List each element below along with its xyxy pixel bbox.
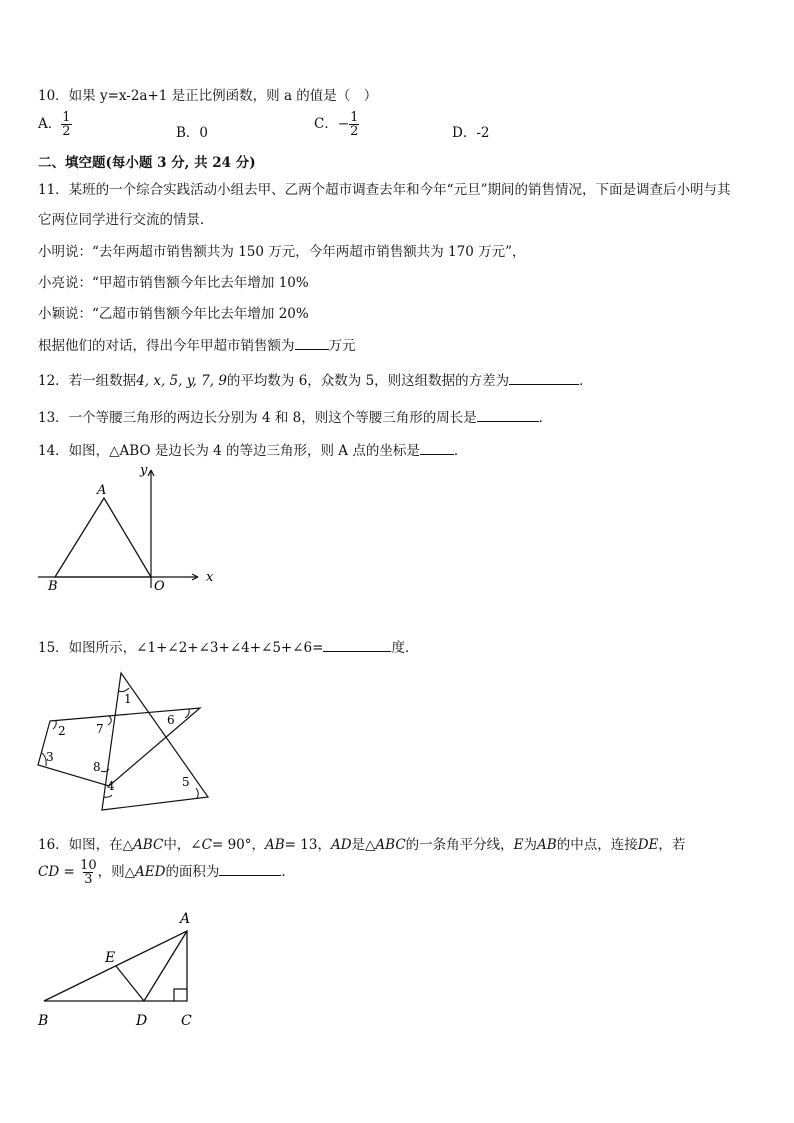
answer-blank[interactable] [509, 372, 579, 385]
q16-text: 16．如图，在△ [38, 837, 134, 853]
angle-label-8: 8 [93, 760, 101, 774]
q10-option-c-label: C． [314, 116, 338, 132]
q11-line1: 11．某班的一个综合实践活动小组去甲、乙两个超市调查去年和今年“元旦”期间的销售情况，下面是调查后小明与其 [38, 182, 731, 198]
q16-text: = 90°， [211, 837, 265, 853]
label-A: A [180, 911, 191, 927]
math-c: C [201, 837, 212, 853]
q12-text-post: 的平均数为 6，众数为 5，则这组数据的方差为 [226, 373, 510, 389]
q16-figure [30, 905, 210, 1035]
answer-blank[interactable] [420, 442, 454, 455]
q14-text: 14．如图，△ABO 是边长为 4 的等边三角形，则 A 点的坐标是 [38, 443, 420, 459]
q16-text: 的中点，连接 [556, 837, 638, 853]
label-B: B [38, 1013, 49, 1029]
math-abc: ABC [375, 837, 406, 853]
q10-stem: 10．如果 y=x-2a+1 是正比例函数，则 a 的值是（ ） [38, 88, 378, 104]
angle-label-4: 4 [107, 779, 115, 793]
label-y: y [140, 463, 148, 478]
frac-numerator: 1 [350, 110, 359, 125]
q16-line2 [38, 859, 295, 886]
q10-option-c-fraction [349, 111, 359, 138]
answer-blank[interactable] [477, 409, 539, 422]
label-C: C [181, 1013, 192, 1029]
q16-cd-fraction [79, 859, 98, 886]
q12-stem [38, 369, 593, 389]
section-title: 二、填空题(每小题 3 分, 共 24 分) [38, 155, 256, 171]
quadrilateral [38, 708, 200, 786]
q10-option-b: B．0 [176, 125, 209, 141]
angle-label-2: 2 [58, 724, 66, 738]
q15-end: 度． [391, 640, 419, 656]
q16-text: ，则△ [97, 864, 135, 880]
label-A: A [97, 483, 107, 498]
answer-blank[interactable] [295, 337, 329, 350]
answer-blank[interactable] [219, 863, 281, 876]
q10-option-a [38, 111, 72, 138]
q16-text: ，若 [658, 837, 686, 853]
q12-end: ． [579, 373, 593, 389]
q16-text: 的面积为 [165, 864, 220, 880]
q11-line6 [38, 334, 356, 354]
triangle-1 [102, 673, 208, 810]
equals-sign: = [59, 864, 80, 880]
angle-arc-5 [196, 788, 198, 798]
q16-text: 的一条角平分线， [405, 837, 514, 853]
q11-line6-text: 根据他们的对话，得出今年甲超市销售额为 [38, 338, 295, 354]
frac-denominator: 2 [62, 124, 71, 139]
q14-end: ． [453, 443, 468, 459]
math-abc: ABC [133, 837, 164, 853]
triangle-abo [55, 498, 151, 577]
angle-arc-2 [53, 721, 56, 729]
math-ab: AB [265, 837, 285, 853]
math-e: E [513, 837, 524, 853]
q13-end: ． [538, 410, 553, 426]
q11-line5: 小颖说：“乙超市销售额今年比去年增加 20% [38, 306, 309, 322]
frac-numerator: 1 [62, 110, 71, 125]
q16-line1 [38, 833, 685, 853]
label-O: O [154, 579, 165, 594]
label-x: x [206, 570, 214, 585]
q11-line3: 小明说：“去年两超市销售额共为 150 万元，今年两超市销售额共为 170 万元”， [38, 244, 526, 260]
angle-label-6: 6 [167, 713, 175, 727]
q13-text: 13．一个等腰三角形的两边长分别为 4 和 8，则这个等腰三角形的周长是 [38, 410, 477, 426]
segment-de [116, 966, 144, 1001]
q12-text: 12．若一组数据 [38, 373, 137, 389]
label-D: D [136, 1013, 148, 1029]
math-cd: CD [38, 864, 60, 880]
label-B: B [48, 579, 58, 594]
q10-option-c [314, 111, 359, 138]
q10-option-a-fraction [61, 111, 71, 138]
q15-stem [38, 636, 418, 656]
q15-text: 15．如图所示，∠1+∠2+∠3+∠4+∠5+∠6= [38, 640, 324, 656]
q12-data-set: 4, x, 5, y, 7, 9 [136, 373, 227, 389]
q16-end: ． [281, 864, 295, 880]
q16-text: = 13， [284, 837, 331, 853]
q15-figure [30, 665, 230, 815]
angle-arc-7 [108, 716, 111, 725]
math-de: DE [637, 837, 659, 853]
frac-numerator: 10 [80, 858, 97, 873]
angle-label-5: 5 [182, 775, 190, 789]
q16-text: 为 [523, 837, 538, 853]
right-angle-icon [174, 989, 187, 1001]
q16-text: 中，∠ [163, 837, 202, 853]
minus-sign: − [337, 116, 350, 132]
angle-arc-4 [104, 795, 112, 797]
answer-blank[interactable] [323, 639, 391, 652]
angle-arc-6 [185, 709, 189, 718]
math-ad: AD [330, 837, 352, 853]
label-E: E [105, 950, 116, 966]
q14-stem [38, 439, 467, 459]
math-aed: AED [135, 864, 166, 880]
angle-label-3: 3 [46, 750, 54, 764]
q13-stem [38, 406, 552, 426]
q14-figure [30, 460, 230, 595]
q10-option-a-label: A． [38, 116, 62, 132]
q11-line4: 小亮说：“甲超市销售额今年比去年增加 10% [38, 275, 309, 291]
q16-text: 是△ [351, 837, 376, 853]
q11-line2: 它两位同学进行交流的情景． [38, 212, 214, 228]
frac-denominator: 3 [84, 872, 93, 887]
angle-label-1: 1 [124, 692, 132, 706]
angle-label-7: 7 [96, 722, 104, 736]
q10-option-d: D．-2 [452, 125, 490, 141]
frac-denominator: 2 [350, 124, 359, 139]
q11-unit: 万元 [328, 338, 356, 354]
math-ab: AB [537, 837, 557, 853]
